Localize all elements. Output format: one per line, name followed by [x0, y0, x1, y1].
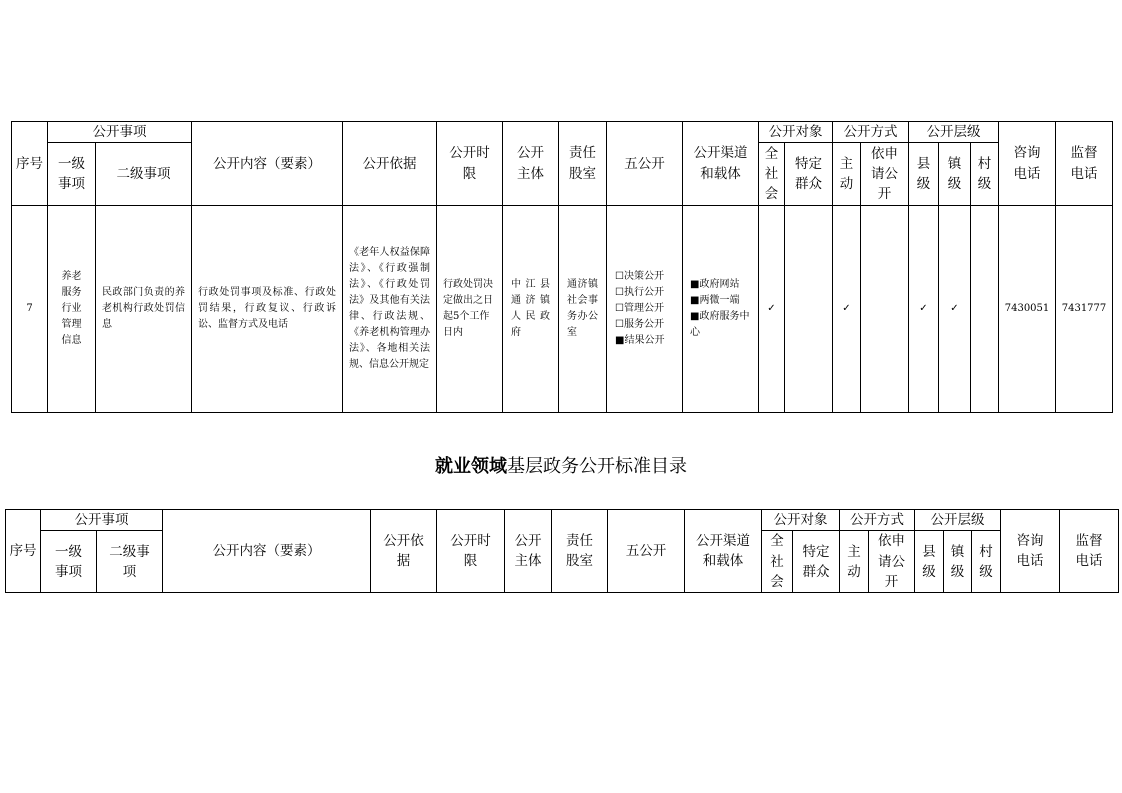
cell-office: 通济镇社会事务办公室	[559, 206, 607, 413]
cell-channel	[683, 206, 759, 413]
five-open-item: ☐服务公开	[615, 319, 664, 331]
section-title-bold: 就业领域	[435, 456, 507, 477]
header-five-open: 五公开	[607, 122, 683, 206]
section-title	[0, 452, 1122, 478]
header-tier-village: 村级	[971, 143, 999, 206]
cell-target-all-check: ✓	[759, 206, 785, 413]
header-tier: 公开层级	[909, 122, 999, 143]
header-tier-town: 镇级	[939, 143, 971, 206]
header-basis: 公开依据	[371, 510, 437, 593]
cell-method-active-check: ✓	[833, 206, 861, 413]
header-consult-phone: 咨询电话	[999, 122, 1056, 206]
cell-seq: 7	[12, 206, 48, 413]
header-five-open: 五公开	[608, 510, 685, 593]
cell-consult-phone: 7430051	[999, 206, 1056, 413]
cell-supervise-phone: 7431777	[1056, 206, 1113, 413]
header-consult-phone: 咨询电话	[1001, 510, 1060, 593]
header-method-apply: 依申请公开	[869, 531, 915, 593]
header-level2: 二级事项	[96, 143, 192, 206]
cell-method-apply-check	[861, 206, 909, 413]
header-target: 公开对象	[759, 122, 833, 143]
five-open-item: ☐执行公开	[615, 287, 664, 299]
header-tier-county: 县级	[915, 531, 944, 593]
header-seq: 序号	[6, 510, 41, 593]
channel-item: ■政府网站	[690, 279, 740, 291]
header-subject: 公开主体	[505, 510, 552, 593]
cell-tier-county-check: ✓	[909, 206, 939, 413]
channel-item: ■两微一端	[690, 295, 740, 307]
header-channel: 公开渠道和载体	[683, 122, 759, 206]
cell-target-specific-check	[785, 206, 833, 413]
header-method-active: 主动	[833, 143, 861, 206]
header-level1: 一级事项	[48, 143, 96, 206]
header-target-specific: 特定群众	[785, 143, 833, 206]
header-channel: 公开渠道和载体	[685, 510, 762, 593]
cell-time-limit: 行政处罚决定做出之日起5个工作日内	[437, 206, 503, 413]
header-supervise-phone: 监督电话	[1060, 510, 1119, 593]
header-tier-town: 镇级	[944, 531, 972, 593]
cell-basis: 《老年人权益保障法》、《行政强制法》、《行政处罚法》及其他有关法律、行政法规、《养老机构管理办法》、各地相关法规、信息公开规定	[343, 206, 437, 413]
header-tier-county: 县级	[909, 143, 939, 206]
header-level2: 二级事项	[97, 531, 163, 593]
header-subject: 公开主体	[503, 122, 559, 206]
five-open-item: ☐管理公开	[615, 303, 664, 315]
header-supervise-phone: 监督电话	[1056, 122, 1113, 206]
header-target-all: 全社会	[762, 531, 793, 593]
header-time-limit: 公开时限	[437, 122, 503, 206]
header-basis: 公开依据	[343, 122, 437, 206]
cell-content: 行政处罚事项及标准、行政处罚结果，行政复议、行政诉讼、监督方式及电话	[192, 206, 343, 413]
cell-tier-village-check	[971, 206, 999, 413]
cell-tier-town-check: ✓	[939, 206, 971, 413]
header-tier: 公开层级	[915, 510, 1001, 531]
header-content: 公开内容（要素）	[163, 510, 371, 593]
header-method: 公开方式	[833, 122, 909, 143]
cell-level2: 民政部门负责的养老机构行政处罚信息	[96, 206, 192, 413]
header-seq: 序号	[12, 122, 48, 206]
catalog-table-employment	[5, 509, 1119, 593]
section-title-rest: 基层政务公开标准目录	[507, 456, 687, 477]
header-method-active: 主动	[840, 531, 869, 593]
channel-item: ■政府服务中心	[690, 311, 750, 339]
header-level1: 一级事项	[41, 531, 97, 593]
header-time-limit: 公开时限	[437, 510, 505, 593]
cell-level1: 养老服务行业管理信息	[48, 206, 96, 413]
header-tier-village: 村级	[972, 531, 1001, 593]
header-target-all: 全社会	[759, 143, 785, 206]
catalog-table-elderly	[11, 121, 1113, 413]
five-open-item: ■结果公开	[615, 335, 665, 347]
header-target: 公开对象	[762, 510, 840, 531]
header-public-items: 公开事项	[41, 510, 163, 531]
header-method: 公开方式	[840, 510, 915, 531]
cell-five-open	[607, 206, 683, 413]
header-target-specific: 特定群众	[793, 531, 840, 593]
header-public-items: 公开事项	[48, 122, 192, 143]
table-row	[12, 206, 1113, 413]
cell-subject: 中江县通济镇人民政府	[503, 206, 559, 413]
header-office: 责任股室	[552, 510, 608, 593]
header-method-apply: 依申请公开	[861, 143, 909, 206]
five-open-item: ☐决策公开	[615, 271, 664, 283]
header-office: 责任股室	[559, 122, 607, 206]
header-content: 公开内容（要素）	[192, 122, 343, 206]
